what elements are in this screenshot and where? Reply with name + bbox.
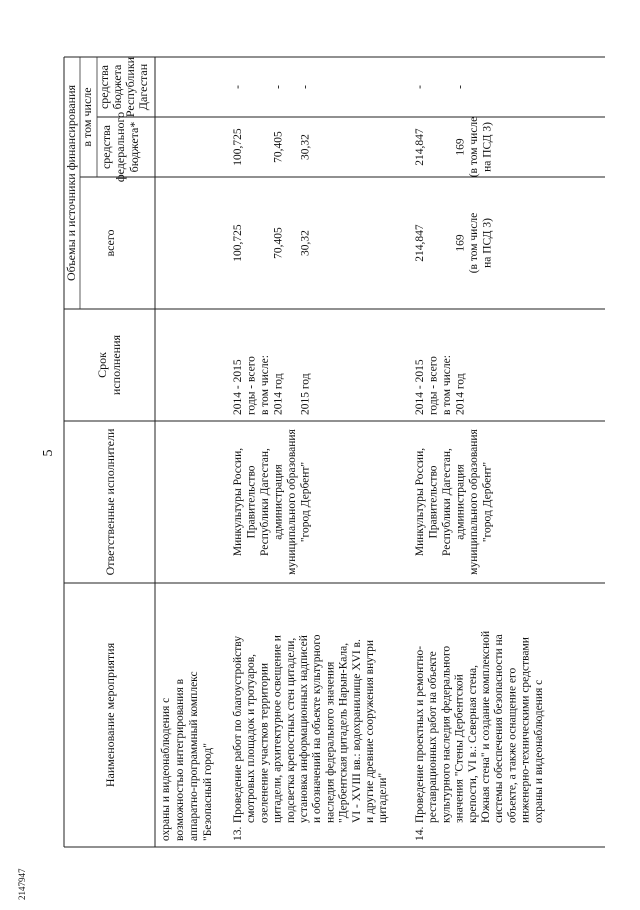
row-total xyxy=(414,213,494,274)
row-republic xyxy=(414,85,467,89)
row-term-line: 2014 - 2015 xyxy=(232,359,244,415)
row-name-line: и другие древние сооружения внутри xyxy=(364,639,376,823)
row-executors-line: Правительство xyxy=(427,465,440,539)
row-term-line: 2014 год xyxy=(454,373,467,415)
row-executors-line: администрация xyxy=(454,464,467,540)
row-name-line: крепости, VI в.: Северная стена, xyxy=(466,665,479,823)
header-term-line: Срок xyxy=(95,352,109,378)
row-name-line: системы обеспечения безопасности на xyxy=(493,634,506,823)
header-republic-line: средства xyxy=(97,64,111,110)
row-term xyxy=(232,355,312,415)
row-executors-line: администрация xyxy=(272,464,285,540)
row-executors-line: Республики Дагестан, xyxy=(259,448,271,556)
row-term-line: 2015 год xyxy=(299,373,312,415)
row-total-line: (в том числе xyxy=(468,212,480,274)
row-name-line: смотровых площадок и тротуаров, xyxy=(245,653,258,823)
row-republic-line: - xyxy=(232,85,244,89)
header-executors: Ответственные исполнители xyxy=(103,428,117,576)
row-term-line: в том числе: xyxy=(441,355,453,415)
row-term-line: 2014 - 2015 xyxy=(414,359,426,415)
header-federal-line: средства xyxy=(99,124,113,170)
table-row xyxy=(414,85,545,841)
row-executors-line: Минкультуры России, xyxy=(414,447,426,557)
table-row xyxy=(232,85,389,841)
row-executors-line: "город Дербент" xyxy=(299,461,312,543)
header-name: Наименование мероприятия xyxy=(103,642,117,788)
continuation-text xyxy=(160,671,214,841)
row-total-line: на ПСД 3) xyxy=(481,218,494,268)
row-executors xyxy=(414,428,494,574)
continuation-line: аппаратно-программный комплекс xyxy=(188,671,200,841)
continuation-line: охраны и видеонаблюдения с xyxy=(160,697,172,841)
row-republic-line: - xyxy=(272,85,285,89)
header-term xyxy=(95,334,123,395)
table-body xyxy=(232,85,545,841)
row-name xyxy=(232,634,389,823)
row-number: 13. xyxy=(232,826,244,841)
row-republic-line: - xyxy=(454,85,467,89)
row-republic-line: - xyxy=(299,85,312,89)
row-name-line: Южная стена" и создание комплексной xyxy=(480,630,492,823)
row-term-line: годы - всего xyxy=(245,356,258,415)
row-executors-line: Правительство xyxy=(245,465,258,539)
row-name-line: инженерно-техническими средствами xyxy=(519,637,532,823)
row-name-line: и обозначений на объекте культурного xyxy=(311,634,324,823)
header-republic-line: Республики xyxy=(123,56,137,118)
row-executors-line: Минкультуры России, xyxy=(232,447,244,557)
row-federal-line: 214,847 xyxy=(414,128,426,166)
row-federal-line: 100,725 xyxy=(232,128,244,166)
row-federal-line: 30,32 xyxy=(299,134,312,160)
row-federal-line: 169 xyxy=(454,138,467,156)
row-republic xyxy=(232,85,312,89)
header-term-line: исполнения xyxy=(109,334,123,396)
row-total-line: 169 xyxy=(454,234,467,252)
row-number: 14. xyxy=(414,826,426,841)
row-term-line: 2014 год xyxy=(272,373,285,415)
row-name-line: подсветка крепостных стен цитадели, xyxy=(284,637,297,823)
row-name-line: VI - XVIII вв.: водохранилище XVI в. xyxy=(350,639,363,823)
row-term xyxy=(414,355,467,415)
row-executors-line: Республики Дагестан, xyxy=(441,448,453,556)
row-federal xyxy=(414,117,494,178)
row-name-line: Проведение проектных и ремонтно- xyxy=(414,645,426,823)
row-name-line: озеленение участков территории xyxy=(258,662,271,823)
row-total-line: 214,847 xyxy=(414,224,426,262)
row-name-line: наследия федерального значения xyxy=(324,661,337,823)
row-federal xyxy=(232,128,312,166)
row-name xyxy=(414,631,545,823)
row-name-line: Проведение работ по благоустройству xyxy=(232,635,244,823)
row-total xyxy=(232,224,312,262)
row-federal-line: на ПСД 3) xyxy=(481,122,494,172)
row-term-line: годы - всего xyxy=(427,356,440,415)
row-executors xyxy=(232,428,312,574)
row-federal-line: (в том числе xyxy=(468,116,480,178)
header-total: всего xyxy=(103,229,117,257)
header-republic-line: бюджета xyxy=(110,64,124,110)
header-volumes: Объемы и источники финансирования xyxy=(64,84,78,282)
row-name-line: цитадели, архитектурное освещение и xyxy=(271,635,284,823)
row-executors-line: муниципального образования xyxy=(286,429,298,575)
row-total-line: 70,405 xyxy=(272,227,285,259)
page-number: 5 xyxy=(41,449,56,457)
header-federal-line: бюджета* xyxy=(127,121,141,173)
document-stamp: 2147947 xyxy=(17,868,27,900)
row-name-line: объекте, а также оснащение его xyxy=(506,667,519,823)
row-term-line: в том числе: xyxy=(259,355,271,415)
header-federal xyxy=(99,112,141,182)
row-name-line: значения "Стены Дербентской xyxy=(453,674,466,823)
row-name-line: охраны и видеонаблюдения с xyxy=(532,679,545,823)
header-republic xyxy=(97,56,150,117)
header-including: в том числе xyxy=(80,87,94,147)
row-republic-line: - xyxy=(414,85,426,89)
row-name-line: "Дербентская цитадель Нарын-Кала, xyxy=(337,642,350,823)
row-name-line: цитадели" xyxy=(377,772,390,823)
continuation-line: возможностью интегрирования в xyxy=(174,678,186,841)
row-executors-line: муниципального образования xyxy=(468,429,480,575)
row-name-line: установка информационных надписей xyxy=(298,635,310,823)
continuation-line: "Безопасный город" xyxy=(202,743,214,841)
row-name-line: культурного наследия федерального xyxy=(440,645,453,823)
row-executors-line: "город Дербент" xyxy=(481,461,494,543)
row-name-line: реставрационных работ на объекте xyxy=(427,651,440,823)
header-republic-line: Дагестан xyxy=(136,63,150,111)
row-total-line: 30,32 xyxy=(299,230,312,256)
row-federal-line: 70,405 xyxy=(272,131,285,163)
row-total-line: 100,725 xyxy=(232,224,244,262)
header-federal-line: федерального xyxy=(113,111,127,183)
